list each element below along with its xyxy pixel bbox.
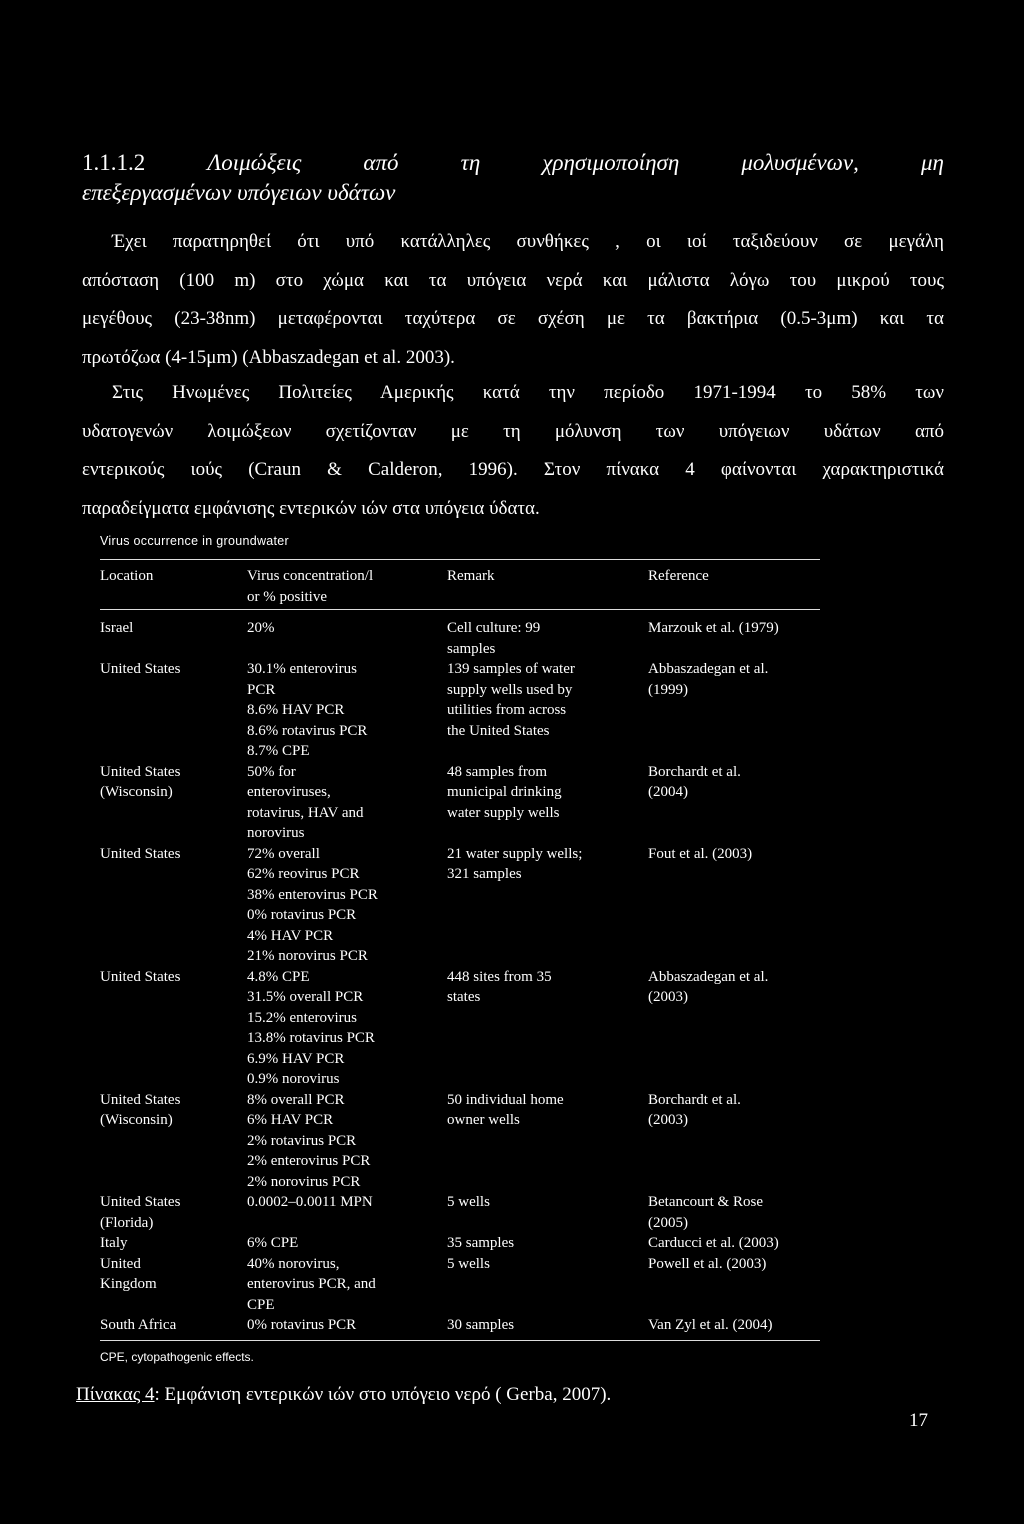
cell-remark: Cell culture: 99 [447,620,541,636]
cell-reference: (1999) [648,681,688,698]
cell-remark: samples [447,640,496,657]
heading-line-1 [82,148,944,178]
table-bottom-rule [100,1340,820,1341]
cell-remark: 321 samples [447,866,522,882]
cell-reference: (2005) [648,1214,688,1231]
cell-virus: 31.5% overall PCR [247,989,364,1005]
table-caption [76,1384,611,1406]
cell-virus: enterovirus PCR, and [247,1276,376,1292]
paragraph-line: Έχει παρατηρηθεί ότι υπό κατάλληλες συνθήκες , οι ιοί ταξιδεύουν σε μεγάλη [112,231,944,252]
cell-virus: PCR [247,681,276,698]
header-virus-line: or % positive [247,588,327,605]
cell-virus: 0% rotavirus PCR [247,907,357,923]
cell-virus: 0.0002–0.0011 MPN [247,1194,373,1210]
cell-location: United [100,1255,141,1272]
cell-virus: 50% for [247,763,296,780]
cell-remark: the United States [447,722,550,739]
paragraph-line: παραδείγματα εμφάνισης εντερικών ιών στα υπόγεια ύδατα. [82,497,540,519]
cell-reference: Betancourt & Rose [648,1194,763,1210]
cell-remark: 35 samples [447,1235,515,1251]
cell-virus: 0.9% norovirus [247,1071,340,1087]
cell-virus: 72% overall [247,845,320,862]
cell-remark: 139 samples of water [447,661,575,677]
cell-reference: Carducci et al. (2003) [648,1235,779,1251]
cell-remark: 21 water supply wells; [447,845,583,862]
caption-label: Πίνακας 4 [76,1384,155,1405]
cell-virus: 38% enterovirus PCR [247,886,378,903]
cell-reference: Abbaszadegan et al. [648,968,769,985]
cell-location: South Africa [100,1317,177,1333]
cell-virus: 6% HAV PCR [247,1112,334,1128]
cell-location: United States [100,1091,181,1108]
header-remark: Remark [447,568,495,584]
cell-remark: water supply wells [447,804,560,821]
header-virus-line: Virus concentration/l [247,568,374,584]
cell-remark: 30 samples [447,1317,515,1333]
cell-location: United States [100,968,181,985]
cell-virus: rotavirus, HAV and [247,804,364,821]
heading-word: μολυσμένων, [741,150,859,175]
paragraph-line: απόσταση (100 m) στο χώμα και τα υπόγεια νερά και μάλιστα λόγω του μικρού τους [82,269,944,291]
table-header-rule [100,609,820,610]
cell-virus: 40% norovirus, [247,1255,340,1272]
cell-virus: 4.8% CPE [247,968,310,985]
heading-word: τη [460,150,481,175]
cell-remark: 50 individual home [447,1091,564,1108]
section-heading [82,148,944,208]
cell-location: Israel [100,620,134,636]
table-title: Virus occurrence in groundwater [100,534,290,548]
cell-virus: 0% rotavirus PCR [247,1317,357,1333]
cell-virus: 4% HAV PCR [247,927,334,944]
paragraph-line: πρωτόζωα (4-15μm) (Abbaszadegan et al. 2003). [82,346,455,368]
cell-reference: Fout et al. (2003) [648,845,753,862]
cell-virus: CPE [247,1296,275,1313]
cell-reference: (2003) [648,1112,688,1128]
cell-virus: 13.8% rotavirus PCR [247,1030,375,1046]
paragraph-line: Στις Ηνωμένες Πολιτείες Αμερικής κατά την περίοδο 1971-1994 το 58% των [112,382,944,403]
cell-remark: 5 wells [447,1194,490,1210]
cell-virus: 2% norovirus PCR [247,1173,361,1190]
cell-virus: norovirus [247,825,305,841]
cell-virus: 15.2% enterovirus [247,1009,357,1026]
cell-location: United States [100,1194,181,1210]
cell-location: (Wisconsin) [100,1112,173,1128]
table-top-rule [100,559,820,560]
cell-reference: Borchardt et al. [648,1091,741,1108]
heading-word: Λοιμώξεις [207,150,302,175]
cell-remark: supply wells used by [447,681,573,698]
cell-reference: Borchardt et al. [648,763,741,780]
cell-virus: 20% [247,620,275,636]
cell-location: United States [100,661,181,677]
heading-word: από [363,150,399,175]
cell-reference: Powell et al. (2003) [648,1255,767,1272]
cell-virus: 8% overall PCR [247,1091,345,1108]
page-number: 17 [909,1410,928,1431]
cell-virus: 8.6% rotavirus PCR [247,722,368,739]
cell-reference: (2004) [648,784,688,800]
cell-virus: 2% enterovirus PCR [247,1153,371,1169]
heading-word: μη [920,150,944,175]
cell-virus: enteroviruses, [247,784,331,800]
cell-remark: owner wells [447,1112,520,1128]
cell-location: (Wisconsin) [100,784,173,800]
header-reference: Reference [648,568,709,584]
cell-location: United States [100,845,181,862]
section-number: 1.1.1.2 [82,150,146,175]
cell-reference: Marzouk et al. (1979) [648,620,779,636]
cell-virus: 62% reovirus PCR [247,866,360,882]
cell-remark: 448 sites from 35 [447,968,552,985]
cell-remark: 48 samples from [447,763,547,780]
heading-word: χρησιμοποίηση [542,150,680,175]
paragraph-line: εντερικούς ιούς (Craun & Calderon, 1996). Στον πίνακα 4 φαίνονται χαρακτηριστικά [82,459,944,480]
cell-remark: utilities from across [447,702,567,718]
cell-remark: states [447,989,481,1005]
table-footnote: CPE, cytopathogenic effects. [100,1350,254,1364]
cell-virus: 6.9% HAV PCR [247,1050,345,1067]
paragraph-2 [82,374,944,528]
cell-location: Kingdom [100,1276,157,1292]
cell-virus: 6% CPE [247,1235,299,1251]
cell-reference: Van Zyl et al. (2004) [648,1317,773,1333]
paragraph-line: υδατογενών λοιμώξεων σχετίζονταν με τη μόλυνση των υπόγειων υδάτων από [82,420,944,442]
paragraph-1 [82,223,944,377]
header-location: Location [100,568,154,584]
cell-virus: 30.1% enterovirus [247,661,357,677]
cell-remark: municipal drinking [447,784,562,800]
cell-location: Italy [100,1235,128,1251]
cell-reference: Abbaszadegan et al. [648,661,769,677]
cell-virus: 2% rotavirus PCR [247,1132,357,1149]
cell-reference: (2003) [648,989,688,1005]
cell-virus: 8.7% CPE [247,743,310,759]
caption-text: : Εμφάνιση εντερικών ιών στο υπόγειο νερό ( Gerba, 2007). [154,1384,612,1405]
cell-location: United States [100,763,181,780]
heading-line-2: επεξεργασμένων υπόγειων υδάτων [82,180,396,205]
cell-remark: 5 wells [447,1255,490,1272]
cell-virus: 8.6% HAV PCR [247,702,345,718]
cell-virus: 21% norovirus PCR [247,948,368,964]
paragraph-line: μεγέθους (23-38nm) μεταφέρονται ταχύτερα σε σχέση με τα βακτήρια (0.5-3μm) και τα [82,308,944,329]
cell-location: (Florida) [100,1214,154,1231]
